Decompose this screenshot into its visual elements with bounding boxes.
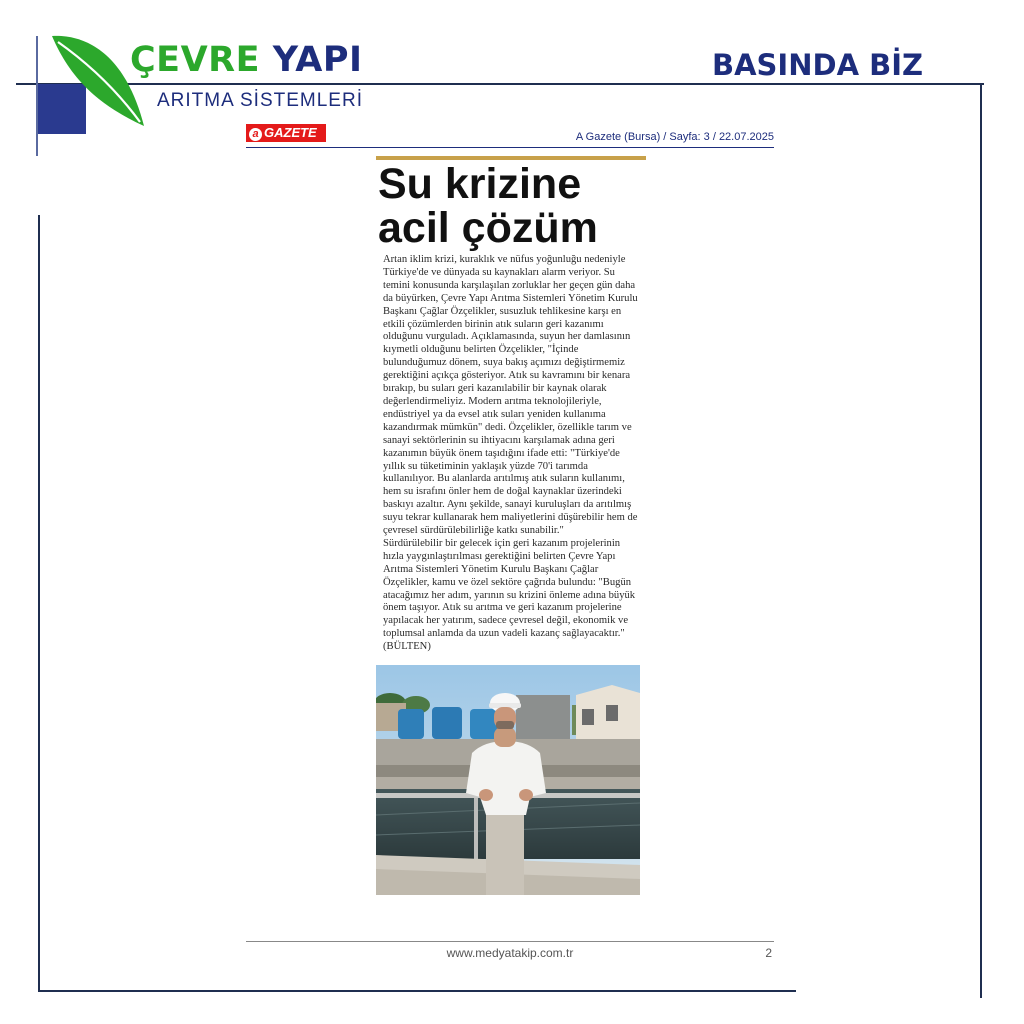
frame-left-line <box>38 215 40 992</box>
brand-name-part1: ÇEVRE <box>130 40 261 80</box>
source-divider <box>246 147 774 148</box>
article-body <box>383 254 639 654</box>
frame-top-line <box>16 83 984 85</box>
clipping-source: A Gazete (Bursa) / Sayfa: 3 / 22.07.2025 <box>575 131 774 143</box>
newspaper-logo-text: GAZETE <box>264 125 317 140</box>
newspaper-logo-letter: a <box>249 128 262 141</box>
article-headline <box>378 162 658 250</box>
footer-url: www.medyatakip.com.tr <box>446 946 574 960</box>
article-paragraph-1: Artan iklim krizi, kuraklık ve nüfus yoğunluğu nedeniyle Türkiye'de ve dünyada su kaynakları alarm veriyor. Su temini konusunda karşılaşılan zorluklar her geçen gün daha da büyürken, Çevre Yapı Arıtma Sistemleri Yönetim Kurulu Başkanı Çağlar Özçelikler, susuzluk tehlikesine karşı en etkili çözümlerden birinin atık suların geri kazanımı olduğunu vurguladı. Açıklamasında, suyun her damlasının kıymetli olduğunu belirten Özçelikler, "İçinde bulunduğumuz dönem, suya bakış açımızı değiştirmemiz gerektiğini açıkça gösteriyor. Atık su kavramını bir kenara bırakıp, bu suları geri kazanılabilir bir kaynak olarak değerlendirmeliyiz. Modern arıtma teknolojileriyle, endüstriyel ya da evsel atık suları yeniden kullanıma kazandırmak mümkün" dedi. Özçelikler, özellikle tarım ve sanayi sektörlerinin su ihtiyacını karşılamak adına geri kazanımın büyük önem taşıdığını ifade etti: "Türkiye'de yıllık su tüketiminin yaklaşık yüzde 70'i tarımda kullanılıyor. Bu alanlarda arıtılmış atık suların kullanımı, hem su israfını önler hem de doğal kaynaklar üzerindeki baskıyı azaltır. Aynı şekilde, sanayi kuruluşları da arıtılmış suyu tekrar kullanarak hem maliyetlerini düşürebilir hem de çevresel sürdürülebilirliğe katkı sunabilir." <box>383 254 638 537</box>
article-paragraph-2: Sürdürülebilir bir gelecek için geri kazanım projelerinin hızla yaygınlaştırılması gerektiğini belirten Çevre Yapı Arıtma Sistemleri Yönetim Kurulu Başkanı Çağlar Özçelikler, kamu ve özel sektöre çağrıda bulundu: "Bugün atacağımız her adım, yarının su krizini önleme adına büyük önem taşıyor. Atık su arıtma ve geri kazanım projelerine yapılacak her yatırım, sadece çevresel değil, ekonomik ve toplumsal anlamda da uzun vadeli kazanç sağlayacaktır." (BÜLTEN) <box>383 537 636 653</box>
brand-name-part2: YAPI <box>272 40 363 80</box>
headline-line-1: Su krizine <box>378 160 582 208</box>
section-title: BASINDA BİZ <box>712 48 924 82</box>
frame-bottom-line <box>38 990 796 992</box>
frame-right-line <box>980 83 982 998</box>
brand-subtitle: ARITMA SİSTEMLERİ <box>157 90 363 111</box>
headline-line-2: acil çözüm <box>378 204 598 252</box>
footer-page-number: 2 <box>765 946 772 960</box>
newspaper-logo <box>246 124 326 142</box>
footer-divider <box>246 941 774 942</box>
brand-name <box>130 40 363 80</box>
article-photo <box>376 665 640 895</box>
